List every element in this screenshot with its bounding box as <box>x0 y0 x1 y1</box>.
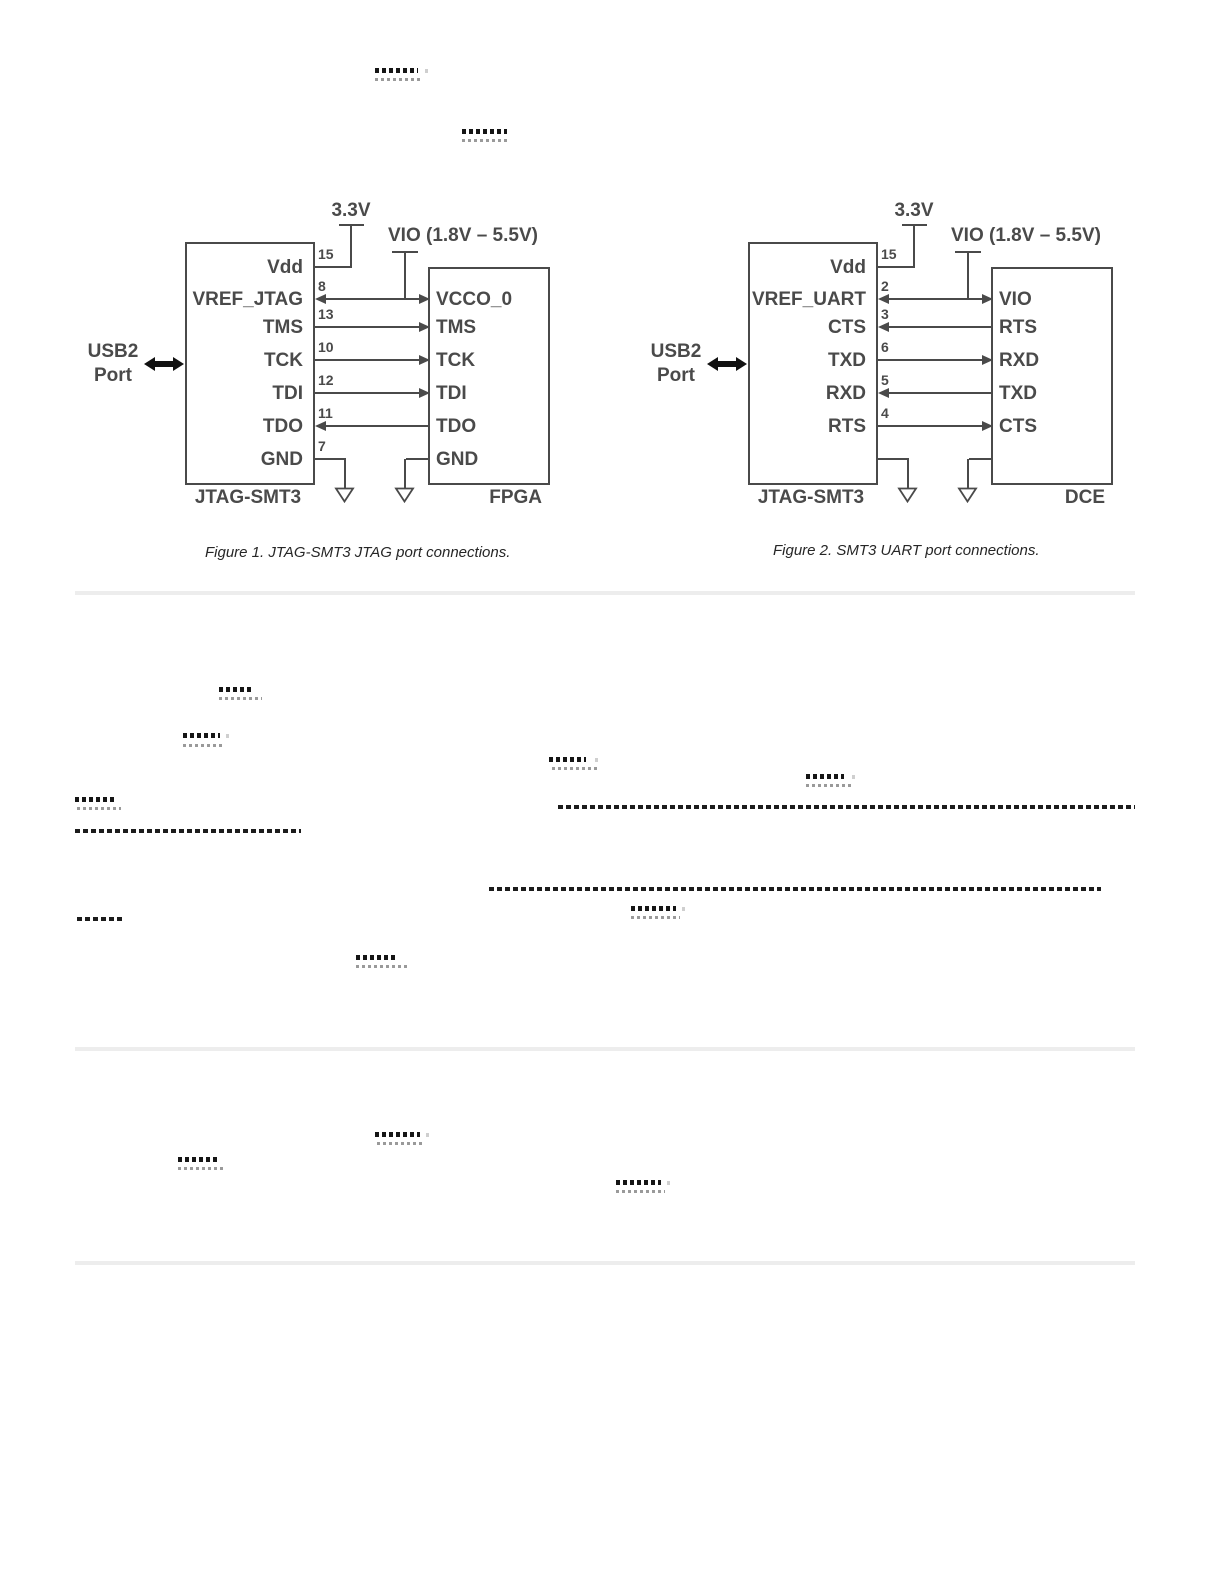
dotted-underline <box>219 697 262 700</box>
redacted-text-line <box>489 887 1101 891</box>
gnd-wire <box>967 459 969 488</box>
vdd-wire <box>878 266 915 268</box>
dotted-underline <box>552 767 598 770</box>
usb2-label-line1: USB2 <box>650 341 702 362</box>
redacted-text <box>178 1157 219 1162</box>
dotted-underline <box>178 1167 223 1170</box>
pin-number: 13 <box>318 306 334 322</box>
pin-number: 12 <box>318 372 334 388</box>
redacted-mark <box>667 1181 670 1185</box>
pin-label-cts: CTS <box>999 416 1037 437</box>
redacted-text <box>375 68 418 73</box>
dotted-underline <box>183 744 222 747</box>
redacted-mark <box>226 734 229 738</box>
usb2-label-line1: USB2 <box>87 341 139 362</box>
pin-label-vref: VREF_JTAG <box>192 289 303 310</box>
supply-wire <box>350 225 352 268</box>
signal-wire <box>315 326 419 328</box>
section-divider <box>75 591 1135 595</box>
redacted-text <box>806 774 844 779</box>
gnd-wire <box>907 459 909 488</box>
redacted-text <box>356 955 397 960</box>
redacted-text <box>75 797 116 802</box>
gnd-wire <box>315 458 346 460</box>
device-label: JTAG-SMT3 <box>757 487 865 508</box>
ground-symbol-icon <box>897 487 918 503</box>
redacted-text-line <box>77 917 123 921</box>
redacted-mark <box>852 775 855 779</box>
pin-label-gnd: GND <box>260 449 303 470</box>
signal-wire <box>325 425 428 427</box>
redacted-text <box>616 1180 661 1185</box>
supply-3v3-label: 3.3V <box>331 200 371 221</box>
arrowhead-right-icon <box>419 355 430 365</box>
pin-label-tdi: TDI <box>272 383 303 404</box>
signal-wire <box>315 359 419 361</box>
pin-label-rxd: RXD <box>825 383 866 404</box>
dotted-underline <box>377 1142 424 1145</box>
pin-label-vcco0: VCCO_0 <box>436 289 513 310</box>
redacted-mark <box>682 907 685 911</box>
arrowhead-right-icon <box>419 388 430 398</box>
pin-number: 3 <box>881 306 889 322</box>
signal-wire <box>888 298 982 300</box>
redacted-text <box>183 733 220 738</box>
redacted-mark <box>426 1133 429 1137</box>
vio-wire <box>967 252 969 299</box>
pin-label-rts: RTS <box>828 416 866 437</box>
signal-wire <box>888 392 991 394</box>
redacted-text <box>462 129 507 134</box>
gnd-wire <box>969 458 991 460</box>
arrowhead-right-icon <box>982 294 993 304</box>
pin-label-cts: CTS <box>828 317 866 338</box>
ground-symbol-icon <box>394 487 415 503</box>
pin-number: 6 <box>881 339 889 355</box>
gnd-wire <box>344 459 346 488</box>
pin-label-rts: RTS <box>999 317 1037 338</box>
pin-label-tdi: TDI <box>436 383 467 404</box>
pin-number: 7 <box>318 438 326 454</box>
gnd-wire <box>406 458 428 460</box>
vdd-wire <box>315 266 352 268</box>
pin-label-gnd: GND <box>436 449 479 470</box>
redacted-text <box>219 687 253 692</box>
supply-3v3-label: 3.3V <box>894 200 934 221</box>
gnd-wire <box>404 459 406 488</box>
vio-wire <box>404 252 406 299</box>
pin-label-vdd: Vdd <box>267 257 303 278</box>
figure-uart-port-diagram <box>648 195 1128 575</box>
redacted-text <box>375 1132 420 1137</box>
target-label: FPGA <box>489 487 542 508</box>
signal-wire <box>325 298 419 300</box>
redacted-text-line <box>558 805 1135 809</box>
dotted-underline <box>616 1190 665 1193</box>
pin-label-tck: TCK <box>436 350 476 371</box>
dotted-underline <box>356 965 407 968</box>
pin-label-rxd: RXD <box>999 350 1040 371</box>
ground-symbol-icon <box>957 487 978 503</box>
dotted-underline <box>462 139 510 142</box>
vio-label: VIO (1.8V – 5.5V) <box>388 225 538 246</box>
pin-number: 15 <box>318 246 334 262</box>
pin-label-txd: TXD <box>999 383 1037 404</box>
arrowhead-right-icon <box>419 322 430 332</box>
dotted-underline <box>77 807 121 810</box>
pin-label-tdo: TDO <box>262 416 303 437</box>
ground-symbol-icon <box>334 487 355 503</box>
pin-label-tms: TMS <box>436 317 477 338</box>
pin-number: 8 <box>318 278 326 294</box>
pin-label-vref-uart: VREF_UART <box>751 289 866 310</box>
pin-number: 15 <box>881 246 897 262</box>
vio-label: VIO (1.8V – 5.5V) <box>951 225 1101 246</box>
signal-wire <box>888 326 991 328</box>
pin-number: 10 <box>318 339 334 355</box>
pin-label-vdd: Vdd <box>830 257 866 278</box>
target-label: DCE <box>1064 487 1105 508</box>
pin-label-tck: TCK <box>263 350 303 371</box>
dotted-underline <box>806 784 853 787</box>
pin-label-tdo: TDO <box>436 416 477 437</box>
gnd-wire <box>878 458 909 460</box>
pin-number: 2 <box>881 278 889 294</box>
signal-wire <box>878 359 982 361</box>
signal-wire <box>315 392 419 394</box>
pin-number: 5 <box>881 372 889 388</box>
pin-label-txd: TXD <box>828 350 866 371</box>
figure1-caption: Figure 1. JTAG-SMT3 JTAG port connections. <box>205 544 511 561</box>
arrowhead-right-icon <box>419 294 430 304</box>
figure-jtag-port-diagram <box>85 195 565 575</box>
redacted-text-line <box>75 829 301 833</box>
arrowhead-right-icon <box>982 421 993 431</box>
redacted-mark <box>595 758 598 762</box>
signal-wire <box>878 425 982 427</box>
redacted-text <box>549 757 586 762</box>
supply-wire <box>913 225 915 268</box>
pin-label-tms: TMS <box>262 317 303 338</box>
usb2-label-line2: Port <box>657 365 695 386</box>
dotted-underline <box>375 78 421 81</box>
redacted-text <box>631 906 676 911</box>
section-divider <box>75 1261 1135 1265</box>
pin-number: 11 <box>318 405 333 421</box>
pin-number: 4 <box>881 405 889 421</box>
pin-label-vio: VIO <box>999 289 1032 310</box>
figure2-caption: Figure 2. SMT3 UART port connections. <box>773 542 1040 559</box>
usb2-label-line2: Port <box>94 365 132 386</box>
redacted-mark <box>425 69 428 73</box>
arrowhead-right-icon <box>982 355 993 365</box>
device-label: JTAG-SMT3 <box>194 487 302 508</box>
section-divider <box>75 1047 1135 1051</box>
dotted-underline <box>631 916 680 919</box>
